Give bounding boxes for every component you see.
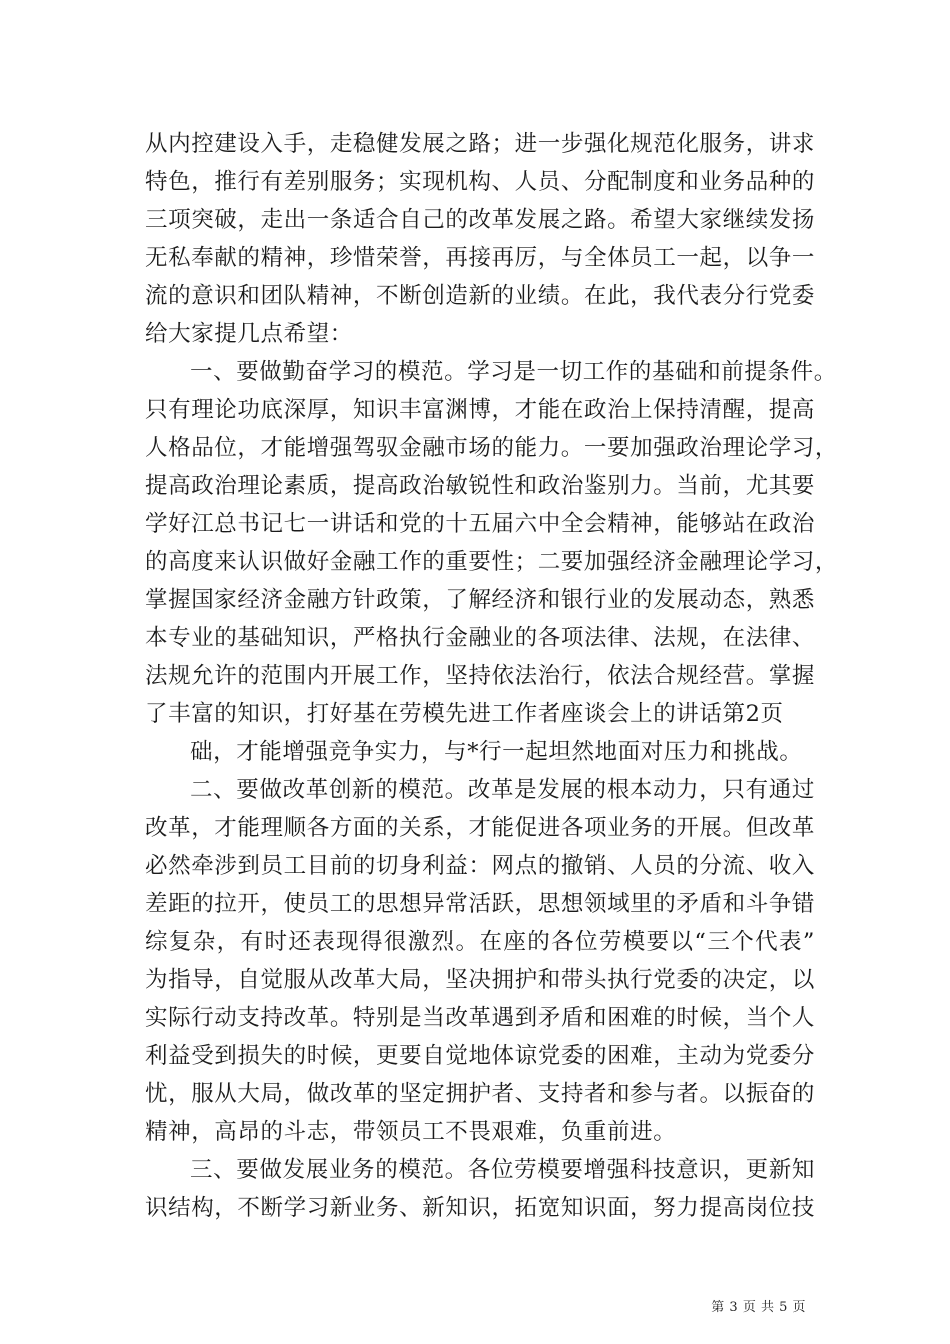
text-line: 忧，服从大局，做改革的坚定拥护者、支持者和参与者。以振奋的 [145,1081,815,1107]
text-line: 掌握国家经济金融方针政策，了解经济和银行业的发展动态，熟悉 [145,587,815,613]
text-line: 学好江总书记七一讲话和党的十五届六中全会精神，能够站在政治 [145,511,815,537]
text-line: 识结构，不断学习新业务、新知识，拓宽知识面，努力提高岗位技 [145,1195,815,1221]
text-line: 提高政治理论素质，提高政治敏锐性和政治鉴别力。当前，尤其要 [145,473,815,499]
text-line: 础，才能增强竞争实力，与*行一起坦然地面对压力和挑战。 [190,739,803,765]
text-line: 无私奉献的精神，珍惜荣誉，再接再厉，与全体员工一起，以争一 [145,245,815,271]
text-line: 综复杂，有时还表现得很激烈。在座的各位劳模要以“三个代表” [145,929,815,955]
text-line: 精神，高昂的斗志，带领员工不畏艰难，负重前进。 [145,1119,677,1145]
text-line: 法规允许的范围内开展工作，坚持依法治行，依法合规经营。掌握 [145,663,815,689]
text-line: 改革，才能理顺各方面的关系，才能促进各项业务的开展。但改革 [145,815,815,841]
text-line: 人格品位，才能增强驾驭金融市场的能力。一要加强政治理论学习， [145,435,839,461]
text-line: 必然牵涉到员工目前的切身利益：网点的撤销、人员的分流、收入 [145,853,815,879]
text-line: 本专业的基础知识，严格执行金融业的各项法律、法规，在法律、 [145,625,815,651]
text-line: 实际行动支持改革。特别是当改革遇到矛盾和困难的时候，当个人 [145,1005,815,1031]
text-line: 给大家提几点希望： [145,321,353,347]
paragraph-first-line: 一、要做勤奋学习的模范。学习是一切工作的基础和前提条件。 [190,359,837,385]
text-line: 利益受到损失的时候，更要自觉地体谅党委的困难，主动为党委分 [145,1043,815,1069]
text-line: 从内控建设入手，走稳健发展之路；进一步强化规范化服务，讲求 [145,131,815,157]
text-line: 差距的拉开，使员工的思想异常活跃，思想领域里的矛盾和斗争错 [145,891,815,917]
text-line: 流的意识和团队精神，不断创造新的业绩。在此，我代表分行党委 [145,283,815,309]
paragraph-first-line: 二、要做改革创新的模范。改革是发展的根本动力，只有通过 [190,777,815,803]
text-line: 特色，推行有差别服务；实现机构、人员、分配制度和业务品种的 [145,169,815,195]
paragraph-first-line: 三、要做发展业务的模范。各位劳模要增强科技意识，更新知 [190,1157,815,1183]
text-line: 的高度来认识做好金融工作的重要性；二要加强经济金融理论学习， [145,549,839,575]
text-line: 只有理论功底深厚，知识丰富渊博，才能在政治上保持清醒，提高 [145,397,815,423]
text-line: 三项突破，走出一条适合自己的改革发展之路。希望大家继续发扬 [145,207,815,233]
text-line-with-running-header: 了丰富的知识，打好基在劳模先进工作者座谈会上的讲话第2页 [145,701,784,727]
page-number: 第 3 页 共 5 页 [711,1300,806,1315]
text-line: 为指导，自觉服从改革大局，坚决拥护和带头执行党委的决定，以 [145,967,815,993]
